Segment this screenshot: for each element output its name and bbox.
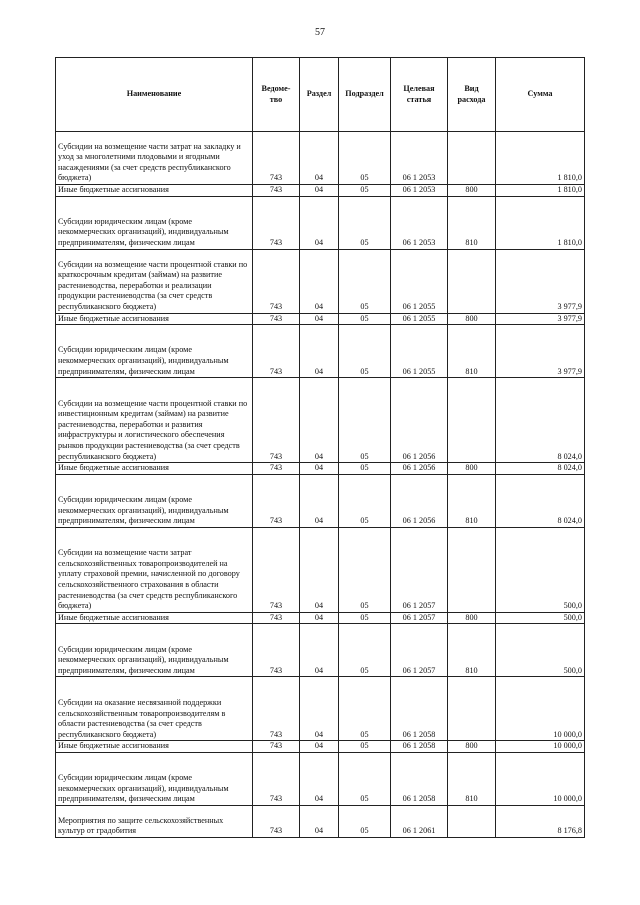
- row-razdel-cell: 04: [300, 752, 339, 805]
- header-podrazdel: Подраздел: [339, 58, 391, 132]
- row-summa-cell: 8 024,0: [496, 474, 585, 527]
- row-vedomstvo-cell: 743: [253, 463, 300, 475]
- row-summa-cell: 8 024,0: [496, 463, 585, 475]
- row-vid-cell: 800: [448, 463, 496, 475]
- row-name-cell: Иные бюджетные ассигнования: [56, 463, 253, 475]
- table-row: [56, 463, 585, 475]
- row-celevaya-cell: 06 1 2058: [391, 677, 448, 741]
- row-celevaya-cell: 06 1 2061: [391, 805, 448, 837]
- row-vedomstvo-cell: 743: [253, 474, 300, 527]
- row-name-cell: Иные бюджетные ассигнования: [56, 741, 253, 753]
- table-row: [56, 313, 585, 325]
- row-name-cell: Субсидии на оказание несвязанной поддержки сельскохозяйственным товаропроизводителям в области растениеводства (за счет средств республиканского бюджета): [56, 677, 253, 741]
- row-razdel-cell: 04: [300, 313, 339, 325]
- row-vedomstvo-cell: 743: [253, 249, 300, 313]
- row-vid-cell: [448, 249, 496, 313]
- row-celevaya-cell: 06 1 2057: [391, 612, 448, 624]
- row-vid-cell: [448, 132, 496, 185]
- row-vid-cell: 810: [448, 624, 496, 677]
- row-name-cell: Субсидии юридическим лицам (кроме некоммерческих организаций), индивидуальным предпринимателям, физическим лицам: [56, 752, 253, 805]
- row-razdel-cell: 04: [300, 325, 339, 378]
- row-podrazdel-cell: 05: [339, 132, 391, 185]
- table-row: [56, 474, 585, 527]
- header-summa: Сумма: [496, 58, 585, 132]
- row-celevaya-cell: 06 1 2055: [391, 249, 448, 313]
- row-celevaya-cell: 06 1 2056: [391, 463, 448, 475]
- row-vedomstvo-cell: 743: [253, 196, 300, 249]
- row-name-cell: Иные бюджетные ассигнования: [56, 313, 253, 325]
- row-name-cell: Субсидии на возмещение части затрат сельскохозяйственных товаропроизводителей на уплату страховой премии, начисленной по договору сельскохозяйственного страхования в области растениеводства (за счет средств республиканского бюджета): [56, 527, 253, 612]
- row-summa-cell: 1 810,0: [496, 185, 585, 197]
- page-number: 57: [315, 27, 325, 38]
- row-vid-cell: 800: [448, 741, 496, 753]
- table-row: [56, 185, 585, 197]
- row-celevaya-cell: 06 1 2056: [391, 378, 448, 463]
- row-podrazdel-cell: 05: [339, 624, 391, 677]
- row-summa-cell: 3 977,9: [496, 249, 585, 313]
- row-vedomstvo-cell: 743: [253, 325, 300, 378]
- row-podrazdel-cell: 05: [339, 805, 391, 837]
- row-podrazdel-cell: 05: [339, 741, 391, 753]
- table-body: [56, 132, 585, 838]
- row-summa-cell: 10 000,0: [496, 677, 585, 741]
- header-vid: Вид расхода: [448, 58, 496, 132]
- row-name-cell: Субсидии юридическим лицам (кроме некоммерческих организаций), индивидуальным предпринимателям, физическим лицам: [56, 474, 253, 527]
- row-razdel-cell: 04: [300, 677, 339, 741]
- row-vedomstvo-cell: 743: [253, 527, 300, 612]
- row-celevaya-cell: 06 1 2055: [391, 325, 448, 378]
- row-summa-cell: 10 000,0: [496, 752, 585, 805]
- header-vedomstvo: Ведоме- тво: [253, 58, 300, 132]
- header-razdel: Раздел: [300, 58, 339, 132]
- row-vid-cell: 800: [448, 612, 496, 624]
- table-row: [56, 677, 585, 741]
- row-vedomstvo-cell: 743: [253, 624, 300, 677]
- row-summa-cell: 3 977,9: [496, 325, 585, 378]
- row-podrazdel-cell: 05: [339, 249, 391, 313]
- row-podrazdel-cell: 05: [339, 196, 391, 249]
- table-row: [56, 132, 585, 185]
- row-celevaya-cell: 06 1 2058: [391, 752, 448, 805]
- row-vid-cell: 800: [448, 313, 496, 325]
- row-name-cell: Субсидии на возмещение части процентной ставки по инвестиционным кредитам (займам) на развитие растениеводства, переработки и развития инфраструктуры и логистического обеспечения рынков продукции растениеводства (за счет средств республиканского бюджета): [56, 378, 253, 463]
- row-razdel-cell: 04: [300, 463, 339, 475]
- row-vedomstvo-cell: 743: [253, 741, 300, 753]
- row-vid-cell: 810: [448, 474, 496, 527]
- row-name-cell: Субсидии юридическим лицам (кроме некоммерческих организаций), индивидуальным предпринимателям, физическим лицам: [56, 325, 253, 378]
- row-vid-cell: [448, 378, 496, 463]
- row-vid-cell: 810: [448, 325, 496, 378]
- table-row: [56, 378, 585, 463]
- row-vedomstvo-cell: 743: [253, 752, 300, 805]
- row-name-cell: Субсидии юридическим лицам (кроме некоммерческих организаций), индивидуальным предпринимателям, физическим лицам: [56, 196, 253, 249]
- row-podrazdel-cell: 05: [339, 378, 391, 463]
- row-vid-cell: 800: [448, 185, 496, 197]
- row-celevaya-cell: 06 1 2057: [391, 527, 448, 612]
- row-razdel-cell: 04: [300, 474, 339, 527]
- row-podrazdel-cell: 05: [339, 185, 391, 197]
- table-row: [56, 624, 585, 677]
- row-celevaya-cell: 06 1 2055: [391, 313, 448, 325]
- row-celevaya-cell: 06 1 2053: [391, 196, 448, 249]
- row-podrazdel-cell: 05: [339, 612, 391, 624]
- row-razdel-cell: 04: [300, 185, 339, 197]
- table-row: [56, 249, 585, 313]
- row-summa-cell: 8 176,8: [496, 805, 585, 837]
- row-vid-cell: 810: [448, 196, 496, 249]
- row-name-cell: Иные бюджетные ассигнования: [56, 185, 253, 197]
- row-summa-cell: 500,0: [496, 527, 585, 612]
- row-celevaya-cell: 06 1 2056: [391, 474, 448, 527]
- row-podrazdel-cell: 05: [339, 677, 391, 741]
- row-summa-cell: 500,0: [496, 612, 585, 624]
- row-razdel-cell: 04: [300, 196, 339, 249]
- row-summa-cell: 3 977,9: [496, 313, 585, 325]
- row-vedomstvo-cell: 743: [253, 677, 300, 741]
- table-header-row: [56, 58, 585, 132]
- row-celevaya-cell: 06 1 2053: [391, 132, 448, 185]
- row-summa-cell: 1 810,0: [496, 132, 585, 185]
- row-summa-cell: 500,0: [496, 624, 585, 677]
- row-podrazdel-cell: 05: [339, 752, 391, 805]
- row-razdel-cell: 04: [300, 612, 339, 624]
- row-podrazdel-cell: 05: [339, 325, 391, 378]
- table-row: [56, 527, 585, 612]
- row-summa-cell: 1 810,0: [496, 196, 585, 249]
- row-name-cell: Субсидии на возмещение части процентной ставки по краткосрочным кредитам (займам) на развитие растениеводства, переработки и реализации продукции растениеводства (за счет средств республиканского бюджета): [56, 249, 253, 313]
- header-celevaya: Целевая статья: [391, 58, 448, 132]
- row-vid-cell: 810: [448, 752, 496, 805]
- row-name-cell: Субсидии на возмещение части затрат на закладку и уход за многолетними плодовыми и ягодными насаждениями (за счет средств республиканского бюджета): [56, 132, 253, 185]
- row-razdel-cell: 04: [300, 249, 339, 313]
- row-celevaya-cell: 06 1 2057: [391, 624, 448, 677]
- row-vedomstvo-cell: 743: [253, 612, 300, 624]
- header-name: Наименование: [56, 58, 253, 132]
- row-podrazdel-cell: 05: [339, 313, 391, 325]
- row-razdel-cell: 04: [300, 741, 339, 753]
- row-name-cell: Субсидии юридическим лицам (кроме некоммерческих организаций), индивидуальным предпринимателям, физическим лицам: [56, 624, 253, 677]
- row-podrazdel-cell: 05: [339, 463, 391, 475]
- row-vedomstvo-cell: 743: [253, 313, 300, 325]
- table-row: [56, 752, 585, 805]
- row-vedomstvo-cell: 743: [253, 805, 300, 837]
- row-vedomstvo-cell: 743: [253, 185, 300, 197]
- row-celevaya-cell: 06 1 2053: [391, 185, 448, 197]
- row-razdel-cell: 04: [300, 624, 339, 677]
- row-vid-cell: [448, 805, 496, 837]
- row-vedomstvo-cell: 743: [253, 132, 300, 185]
- table-row: [56, 741, 585, 753]
- row-razdel-cell: 04: [300, 132, 339, 185]
- table-row: [56, 196, 585, 249]
- row-podrazdel-cell: 05: [339, 527, 391, 612]
- table-row: [56, 325, 585, 378]
- row-summa-cell: 10 000,0: [496, 741, 585, 753]
- row-razdel-cell: 04: [300, 378, 339, 463]
- row-name-cell: Иные бюджетные ассигнования: [56, 612, 253, 624]
- budget-table: [55, 57, 585, 838]
- row-celevaya-cell: 06 1 2058: [391, 741, 448, 753]
- row-razdel-cell: 04: [300, 527, 339, 612]
- row-vedomstvo-cell: 743: [253, 378, 300, 463]
- row-name-cell: Мероприятия по защите сельскохозяйственных культур от градобития: [56, 805, 253, 837]
- row-vid-cell: [448, 527, 496, 612]
- row-vid-cell: [448, 677, 496, 741]
- table-row: [56, 612, 585, 624]
- row-podrazdel-cell: 05: [339, 474, 391, 527]
- row-summa-cell: 8 024,0: [496, 378, 585, 463]
- table-row: [56, 805, 585, 837]
- row-razdel-cell: 04: [300, 805, 339, 837]
